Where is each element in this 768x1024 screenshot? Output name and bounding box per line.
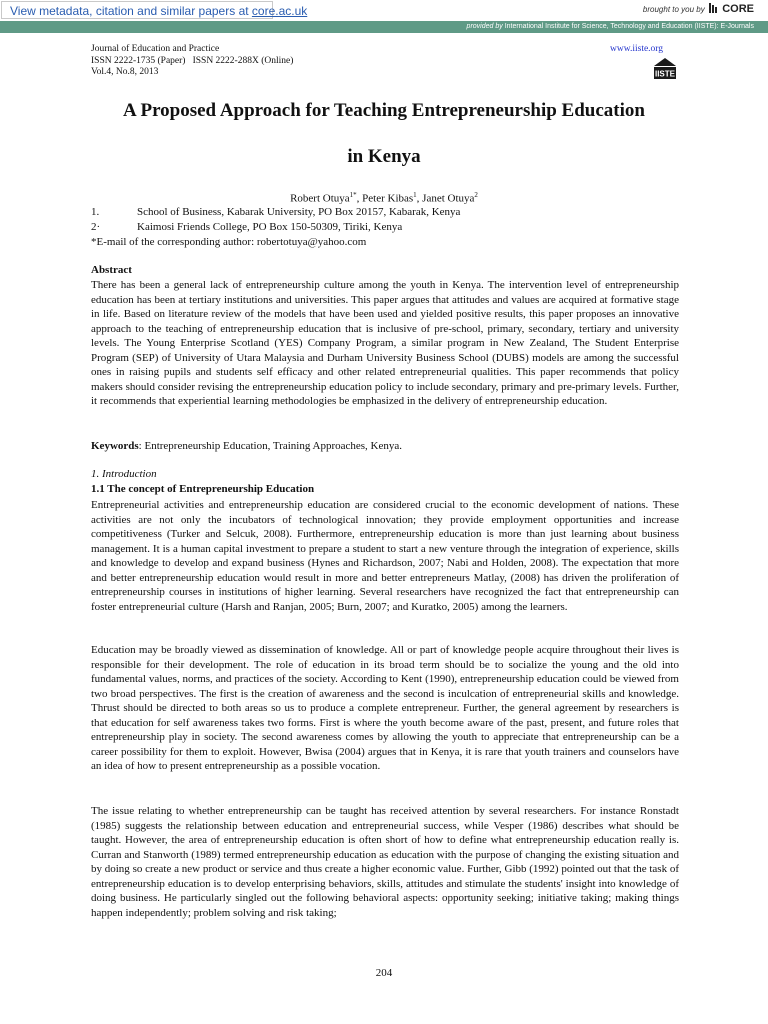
author-3: , Janet Otuya <box>416 192 475 205</box>
section-heading: 1. Introduction <box>91 468 157 480</box>
author-1: Robert Otuya <box>290 192 350 205</box>
author-2: , Peter Kibas <box>356 192 414 205</box>
provider-bar <box>0 21 768 33</box>
author-2-sup: 1 <box>413 191 417 199</box>
affiliation-num: 2· <box>91 221 101 233</box>
journal-info <box>91 44 293 79</box>
corresponding-email: *E-mail of the corresponding author: robertotuya@yahoo.com <box>91 236 367 248</box>
core-banner <box>0 0 768 21</box>
core-brought-by[interactable] <box>643 3 754 15</box>
brought-by-text: brought to you by <box>642 5 705 14</box>
core-brand: CORE <box>722 3 754 15</box>
affiliation-1 <box>91 206 460 218</box>
provided-by-label: provided by <box>466 23 503 30</box>
core-link-prefix: View metadata, citation and similar papers at <box>10 4 252 18</box>
paper-title: A Proposed Approach for Teaching Entrepreneurship Education <box>123 100 645 121</box>
journal-url[interactable]: www.iiste.org <box>610 44 664 54</box>
provider-name: International Institute for Science, Technology and Education (IISTE): E-Journals <box>504 23 754 30</box>
author-3-sup: 2 <box>474 191 478 199</box>
journal-name: Journal of Education and Practice <box>91 44 220 54</box>
abstract-text: There has been a general lack of entrepreneurship culture among the youth in Kenya. The intervention level of entrepreneurship education has been at tertiary institutions and universities. This paper argues that attitudes and values are acquired at formative stage in life. Based on literature review of the models that have been used and yielded positive results, this paper proposes an innovative approach to the teaching of entrepreneurship education that is inclusive of pre-school, primary, secondary, tertiary and university levels. The Young Enterprise Scotland (YES) Company Program, a similar program in New Zealand, The Student Enterprise Program (SEP) of University of Utara Malaysia and Durham University Business School (DUBS) models are among the successful ones in raising pupils and students self efficacy and other related entrepreneurial qualities. This paper recommends that policy makers should consider revising the entrepreneurship education policy to include secondary, primary and pre-primary levels. Further, it recommends that experiential learning methodologies be emphasized in the delivery of entrepreneurship education. <box>91 279 679 407</box>
iiste-logo <box>652 57 678 79</box>
authors <box>0 191 768 205</box>
affiliation-2 <box>91 221 402 233</box>
paper-title-line2: in Kenya <box>347 146 421 167</box>
core-metadata-link[interactable] <box>1 1 308 19</box>
body-paragraph-2: Education may be broadly viewed as dissemination of knowledge. All or part of knowledge people acquire throughout their lives is responsible for their development. The role of education in its broad term should be to socialize the young and the old into fundamental values, norms, and practices of the society. According to Kent (1990), entrepreneurship education could be viewed from two broad perspectives. The first is the creation of awareness and the second is inculcation of entrepreneurial skills and knowledge. Thrust should be directed to both areas so us to produce a complete entrepreneur. Further, the general agreement by researchers is that education for self awareness takes two forms. First is where the youth become aware of the past, present, and future roles that entrepreneurship play in society. The second awareness comes by allowing the youth to appreciate that entrepreneurship can be a career possibility for them to exploit. However, Bwisa (2004) argues that in Kenya, it is rare that youth trainers and counselors have an idea of how to present entrepreneurship as a possible vocation. <box>91 644 679 772</box>
body-paragraph-3: The issue relating to whether entrepreneurship can be taught has received attention by several researchers. For instance Ronstadt (1985) suggests the relationship between education and entrepreneurial success, while Vesper (1986) describes what should be taught. However, the area of entrepreneurship education is often short of how to define what entrepreneurship education really is. Curran and Stanworth (1989) termed entrepreneurship education as education with the purpose of changing the existing situation and by doing so create a new product or service and thus create a higher economic value. Further, Gibb (1992) pointed out that the task of entrepreneurship education is to develop enterprising behaviors, skills, attitudes and stimulate the students' insight into knowledge of doing business. He particularly singled out the following behavioral aspects: opportunity seeking; initiative taking; making things happen independently; problem solving and risk taking; <box>91 805 679 919</box>
core-logo-icon <box>709 3 718 13</box>
affiliation-text: School of Business, Kabarak University, PO Box 20157, Kabarak, Kenya <box>137 206 461 218</box>
keywords-line <box>91 439 679 454</box>
affiliation-num: 1. <box>91 206 100 218</box>
keywords-label: Keywords <box>91 440 139 452</box>
subsection-heading: 1.1 The concept of Entrepreneurship Education <box>91 483 315 495</box>
keywords-text: : Entrepreneurship Education, Training Approaches, Kenya. <box>138 440 403 452</box>
provider-text <box>467 21 754 33</box>
journal-volume: Vol.4, No.8, 2013 <box>91 67 159 77</box>
author-1-sup: 1* <box>349 191 357 199</box>
core-link-site[interactable]: core.ac.uk <box>251 4 308 18</box>
abstract-heading: Abstract <box>91 264 132 276</box>
page-number: 204 <box>375 967 393 979</box>
iiste-logo-text: IISTE <box>654 69 676 79</box>
journal-issn: ISSN 2222-1735 (Paper) ISSN 2222-288X (Online) <box>91 55 294 66</box>
body-paragraph-1: Entrepreneurial activities and entrepreneurship education are considered crucial to the economic development of nations. These activities are not only the incubators of technological innovation; they provide employment opportunities and increase competitiveness (Turker and Selcuk, 2008). Furthermore, entrepreneurship education is more than just learning about business management. It is a human capital investment to prepare a student to start a new venture through the integration of experience, skills and knowledge to develop and expand business (Hynes and Richardson, 2007; Nabi and Holden, 2008). The expectation that more and better entrepreneurship education would result in more and better entrepreneurs Matlay, (2008) has driven the proliferation of entrepreneurship courses in institutions of higher learning. Several researchers have recognized the fact that entrepreneurship can foster entrepreneurial culture (Harsh and Ranjan, 2005; Burn, 2007; and Kuratko, 2005) among the learners. <box>91 499 679 613</box>
affiliation-text: Kaimosi Friends College, PO Box 150-50309, Tiriki, Kenya <box>137 221 403 233</box>
